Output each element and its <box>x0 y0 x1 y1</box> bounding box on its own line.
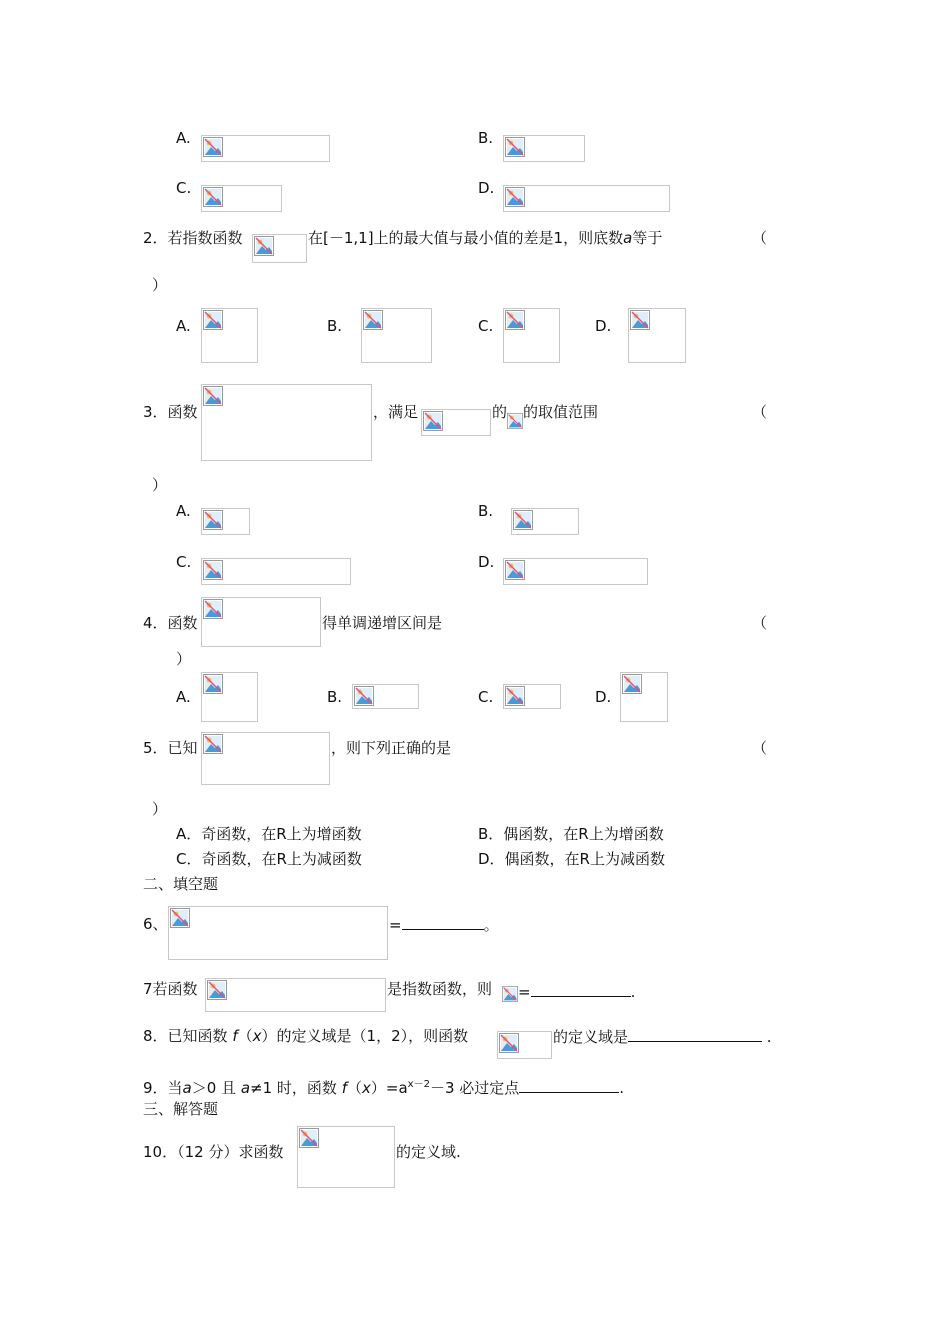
q1-option-c-image <box>201 185 282 212</box>
broken-image-icon <box>299 1128 319 1148</box>
q4-prefix: 4．函数 <box>143 614 198 632</box>
q5-function-image <box>201 732 330 785</box>
q2-option-a-label: A. <box>176 317 191 335</box>
q3-paren-close: ） <box>152 476 168 494</box>
broken-image-icon <box>254 236 274 256</box>
broken-image-icon <box>363 310 383 330</box>
q2-paren-open: （ <box>752 229 768 247</box>
broken-image-icon <box>203 386 223 406</box>
broken-image-icon <box>354 686 374 706</box>
q9-text: 9．当a＞0 且 a≠1 时，函数 $f(x)=a^{x-2}-3$ 必过定点 . <box>143 1079 625 1097</box>
q3-option-c-label: C. <box>176 553 192 571</box>
q4-paren-close: ） <box>176 650 192 668</box>
q5-prefix: 5．已知 <box>143 739 198 757</box>
broken-image-icon <box>502 986 518 1002</box>
q8-suffix: 的定义域是 . <box>553 1028 772 1046</box>
q3-var-image <box>507 413 523 431</box>
q1-option-c-label: C. <box>176 179 192 197</box>
q3-mid2: 的 <box>492 403 508 421</box>
broken-image-icon <box>203 560 223 580</box>
q4-option-b-image <box>352 684 419 709</box>
q4-paren-open: （ <box>752 614 768 632</box>
q5-option-d: D．偶函数，在R上为减函数 <box>478 850 665 868</box>
q4-option-d-label: D. <box>595 688 612 706</box>
broken-image-icon <box>170 908 190 928</box>
q3-option-c-image <box>201 558 351 585</box>
q4-option-a-image <box>201 672 258 722</box>
q3-function-image <box>201 384 372 461</box>
q6-answer-line: = 。 <box>389 916 499 934</box>
q1-option-a-image <box>201 135 330 162</box>
q5-paren-open: （ <box>752 739 768 757</box>
q2-option-d-image <box>628 308 686 363</box>
q3-option-a-image <box>201 508 250 535</box>
q8-text: 8．已知函数 f（x）的定义域是（1，2），则函数 <box>143 1027 469 1045</box>
broken-image-icon <box>203 187 223 207</box>
q4-suffix: 得单调递增区间是 <box>322 614 443 632</box>
q5-paren-close: ） <box>152 800 168 818</box>
q1-option-a-label: A. <box>176 129 191 147</box>
broken-image-icon <box>499 1033 519 1053</box>
q4-option-d-image <box>620 672 668 722</box>
q5-option-a: A．奇函数，在R上为增函数 <box>176 825 362 843</box>
q4-function-image <box>201 597 321 647</box>
broken-image-icon <box>505 187 525 207</box>
q2-option-c-label: C. <box>478 317 494 335</box>
q4-option-a-label: A. <box>176 688 191 706</box>
q1-option-d-label: D. <box>478 179 495 197</box>
q7-var-image <box>502 986 518 1004</box>
broken-image-icon <box>207 980 227 1000</box>
q1-option-b-label: B. <box>478 129 494 147</box>
q4-option-b-label: B. <box>327 688 343 706</box>
broken-image-icon <box>203 734 223 754</box>
q7-function-image <box>205 978 386 1012</box>
broken-image-icon <box>203 510 223 530</box>
q3-mid1: ，满足 <box>373 403 419 421</box>
broken-image-icon <box>203 310 223 330</box>
q5-option-b: B．偶函数，在R上为增函数 <box>478 825 664 843</box>
q2-option-d-label: D. <box>595 317 612 335</box>
q8-function-image <box>497 1031 552 1059</box>
section-answer-heading: 三、解答题 <box>143 1100 219 1118</box>
q3-option-b-image <box>511 508 579 535</box>
q4-option-c-label: C. <box>478 688 494 706</box>
q7-answer-line: = . <box>518 983 636 1001</box>
q2-text: 在[－1,1]上的最大值与最小值的差是1，则底数a等于 <box>308 229 663 247</box>
q5-option-c: C．奇函数，在R上为减函数 <box>176 850 362 868</box>
q3-option-d-image <box>503 558 648 585</box>
q2-option-a-image <box>201 308 258 363</box>
q3-suffix: 的取值范围 <box>523 403 599 421</box>
q2-prefix: 2．若指数函数 <box>143 229 243 247</box>
q2-option-c-image <box>503 308 560 363</box>
broken-image-icon <box>505 137 525 157</box>
q10-function-image <box>297 1126 395 1188</box>
q2-formula-image <box>252 234 307 263</box>
q3-option-b-label: B. <box>478 502 494 520</box>
q3-option-d-label: D. <box>478 553 495 571</box>
broken-image-icon <box>505 686 525 706</box>
broken-image-icon <box>203 137 223 157</box>
q4-option-c-image <box>503 684 561 709</box>
broken-image-icon <box>505 310 525 330</box>
broken-image-icon <box>505 560 525 580</box>
broken-image-icon <box>622 674 642 694</box>
q3-paren-open: （ <box>752 403 768 421</box>
q2-option-b-label: B. <box>327 317 343 335</box>
broken-image-icon <box>203 674 223 694</box>
q6-expression-image <box>168 906 388 960</box>
q3-condition-image <box>421 409 491 436</box>
broken-image-icon <box>423 411 443 431</box>
q3-option-a-label: A. <box>176 502 191 520</box>
q2-paren-close: ） <box>152 276 168 294</box>
q7-mid: 是指数函数，则 <box>387 980 493 998</box>
broken-image-icon <box>203 599 223 619</box>
q1-option-b-image <box>503 135 585 162</box>
broken-image-icon <box>507 413 523 429</box>
broken-image-icon <box>513 510 533 530</box>
q7-prefix: 7若函数 <box>143 980 198 998</box>
broken-image-icon <box>630 310 650 330</box>
q10-prefix: 10．（12 分）求函数 <box>143 1143 284 1161</box>
section-fill-in-heading: 二、填空题 <box>143 875 219 893</box>
q10-suffix: 的定义域. <box>396 1143 461 1161</box>
q2-option-b-image <box>361 308 432 363</box>
q1-option-d-image <box>503 185 670 212</box>
q5-suffix: ，则下列正确的是 <box>331 739 452 757</box>
q6-prefix: 6、 <box>143 915 168 933</box>
q3-prefix: 3．函数 <box>143 403 198 421</box>
